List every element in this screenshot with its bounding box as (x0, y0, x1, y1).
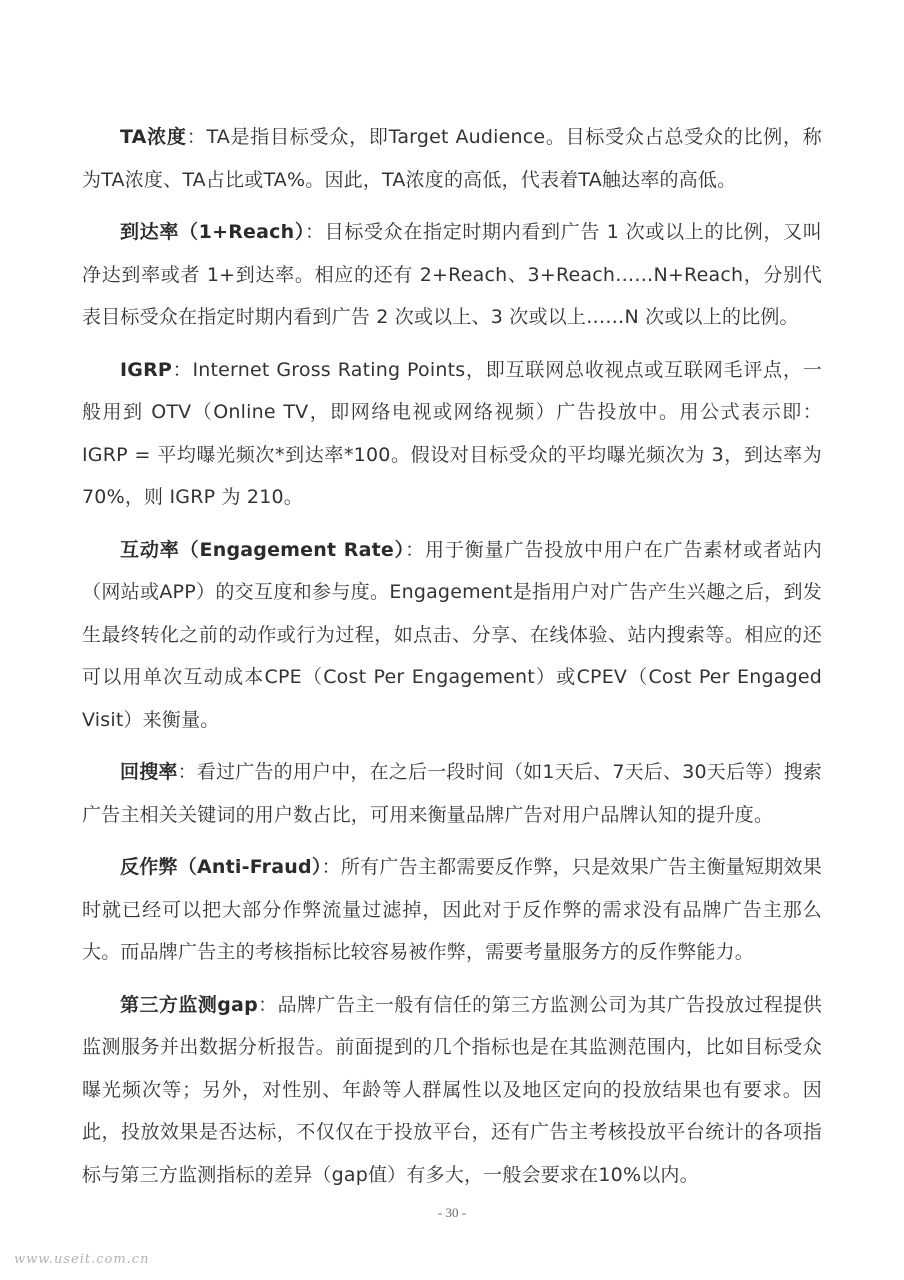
term-igrp: IGRP (120, 358, 173, 381)
definition-igrp: ：Internet Gross Rating Points，即互联网总收视点或互联网毛评点，一般用到 OTV（Online TV，即网络电视或网络视频）广告投放中。用公式表示即：IGRP = 平均曝光频次*到达率*100。假设对目标受众的平均曝光频次为 3，到达率为 70%，则 IGRP 为 210。 (82, 358, 822, 508)
term-search-back-rate: 回搜率 (120, 761, 178, 783)
term-reach: 到达率（1+Reach） (120, 221, 305, 243)
term-ta-concentration: TA浓度 (120, 126, 187, 148)
paragraph-third-party-gap (82, 984, 822, 1197)
term-anti-fraud: 反作弊（Anti-Fraud） (120, 856, 322, 878)
term-third-party-gap: 第三方监测gap (120, 993, 258, 1016)
definition-third-party-gap: ：品牌广告主一般有信任的第三方监测公司为其广告投放过程提供监测服务并出数据分析报告。前面提到的几个指标也是在其监测范围内，比如目标受众曝光频次等；另外，对性别、年龄等人群属性以及地区定向的投放结果也有要求。因此，投放效果是否达标，不仅仅在于投放平台，还有广告主考核投放平台统计的各项指标与第三方监测指标的差异（gap值）有多大，一般会要求在10%以内。 (82, 993, 822, 1186)
page-number: - 30 - (437, 1205, 467, 1220)
definition-ta-concentration: ：TA是指目标受众，即Target Audience。目标受众占总受众的比例，称为TA浓度、TA占比或TA%。因此，TA浓度的高低，代表着TA触达率的高低。 (82, 126, 822, 191)
term-engagement-rate: 互动率（Engagement Rate） (120, 538, 406, 561)
definition-engagement-rate: ：用于衡量广告投放中用户在广告素材或者站内（网站或APP）的交互度和参与度。Engagement是指用户对广告产生兴趣之后，到发生最终转化之前的动作或行为过程，如点击、分享、在线体验、站内搜索等。相应的还可以用单次互动成本CPE（Cost Per Engagement）或CPEV（Cost Per Engaged Visit）来衡量。 (82, 538, 823, 731)
paragraph-search-back-rate (82, 751, 822, 836)
paragraph-reach (82, 211, 822, 339)
definition-search-back-rate: ：看过广告的用户中，在之后一段时间（如1天后、7天后、30天后等）搜索广告主相关关键词的用户数占比，可用来衡量品牌广告对用户品牌认知的提升度。 (82, 761, 822, 826)
definition-anti-fraud: ：所有广告主都需要反作弊，只是效果广告主衡量短期效果时就已经可以把大部分作弊流量过滤掉，因此对于反作弊的需求没有品牌广告主那么大。而品牌广告主的考核指标比较容易被作弊，需要考量服务方的反作弊能力。 (82, 856, 823, 963)
definition-reach: ：目标受众在指定时期内看到广告 1 次或以上的比例，又叫净达到率或者 1+到达率。相应的还有 2+Reach、3+Reach……N+Reach，分别代表目标受众在指定时期内看到广告 2 次或以上、3 次或以上……N 次或以上的比例。 (82, 221, 822, 328)
document-body (82, 116, 822, 1206)
watermark: www.useit.com.cn (14, 1252, 150, 1267)
paragraph-engagement-rate (82, 529, 822, 742)
paragraph-ta-concentration (82, 116, 822, 201)
paragraph-igrp (82, 349, 822, 519)
paragraph-anti-fraud (82, 846, 822, 974)
